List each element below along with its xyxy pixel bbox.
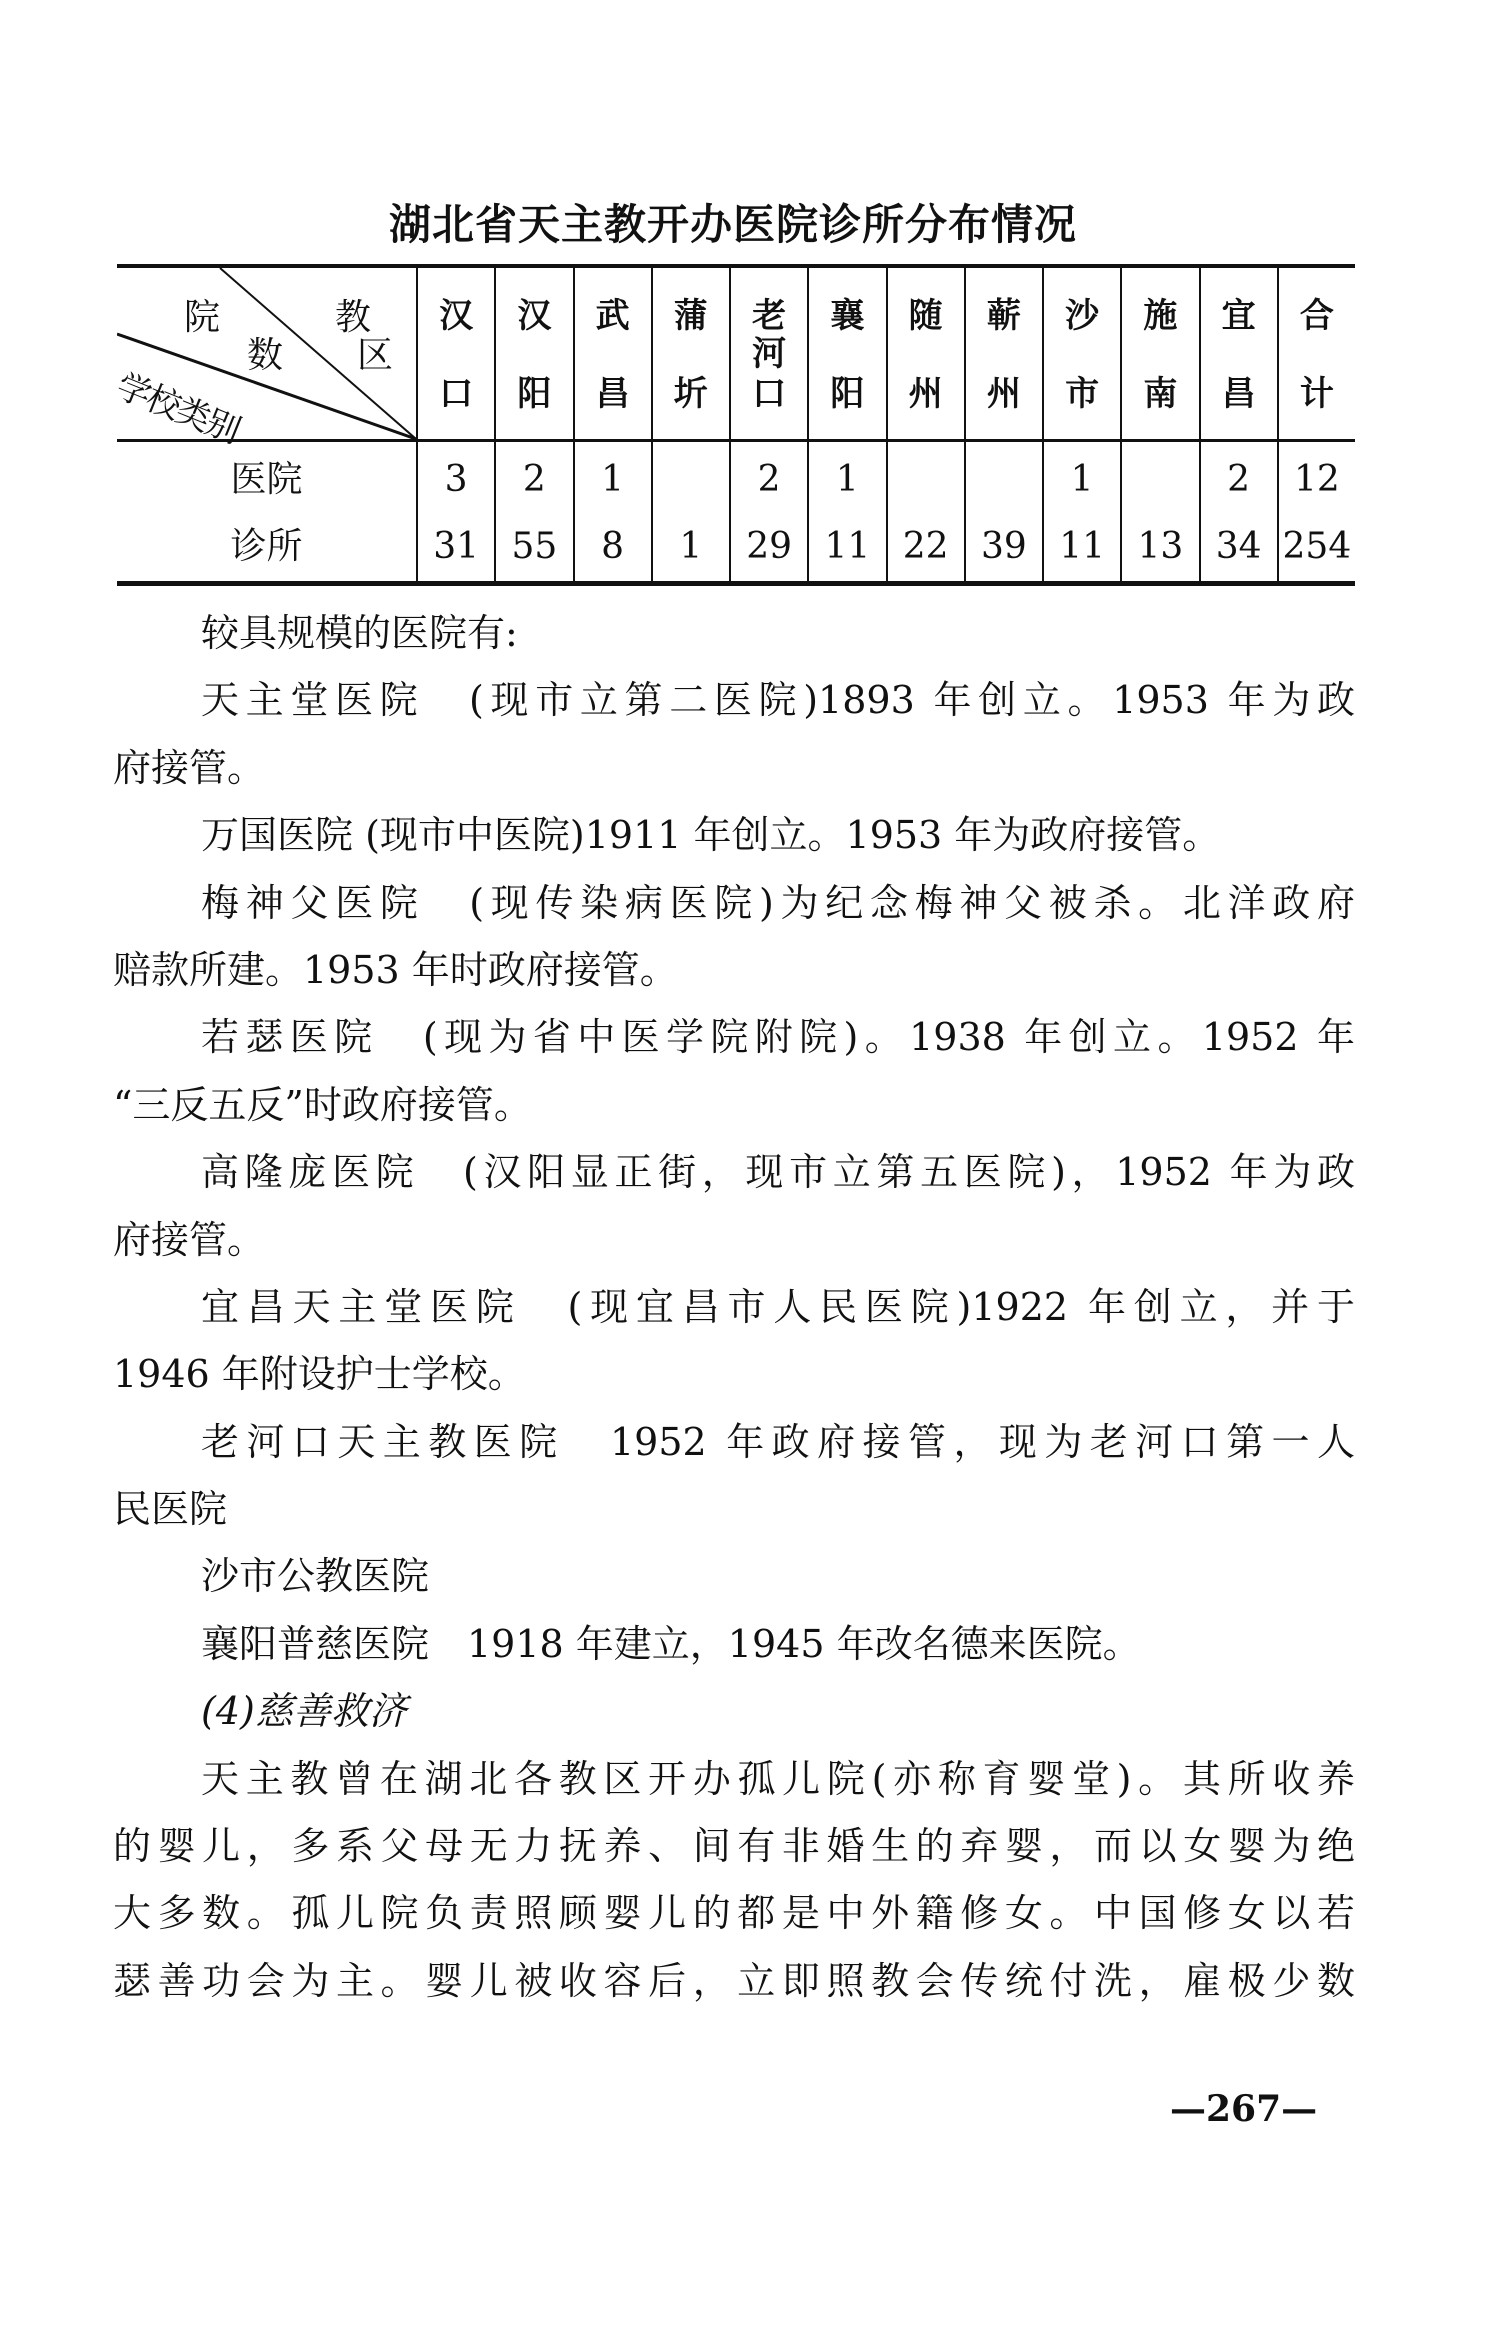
text-line: 天主堂医院 (现市立第二医院)1893 年创立。1953 年为政 [201,678,1355,723]
text-line: 襄阳普慈医院 1918 年建立，1945 年改名德来医院。 [201,1621,1141,1666]
column-header-char: 蒲 [673,296,708,336]
table-column [1277,268,1355,586]
section-heading: (4)慈善救济 [201,1689,407,1734]
table-cell: 11 [824,526,871,567]
column-header-char: 南 [1143,374,1178,414]
table-cell: 12 [1293,459,1340,500]
table-cell: 29 [746,526,793,567]
text-line: 赔款所建。1953 年时政府接管。 [113,947,678,992]
text-line: 1946 年附设护士学校。 [113,1352,526,1397]
table-column [1120,268,1198,586]
text-line: 宜昌天主堂医院 (现宜昌市人民医院)1922 年创立，并于 [201,1284,1355,1329]
text-line: 府接管。 [113,1217,266,1262]
table-column [807,268,885,586]
table-cell: 1 [679,526,703,567]
text-line: 较具规模的医院有: [201,611,518,655]
corner-label: 区 [357,335,394,376]
text-line: 的婴儿，多系父母无力抚养、间有非婚生的弃婴，而以女婴为绝 [113,1824,1355,1869]
text-line: 若瑟医院 (现为省中医学院附院)。1938 年创立。1952 年 [201,1015,1355,1060]
column-header-char: 汉 [439,296,474,336]
text-line: 府接管。 [113,745,266,790]
table-column [416,268,494,586]
column-header-char: 圻 [673,374,708,414]
column-header-char: 合 [1299,296,1334,336]
table-column [651,268,729,586]
column-header-char: 河 [752,334,787,374]
text-line: 老河口天主教医院 1952 年政府接管，现为老河口第一人 [201,1419,1355,1464]
column-header-char: 州 [986,374,1021,414]
row-label: 诊所 [230,526,303,567]
table-column [1199,268,1277,586]
text-line: 高隆庞医院 (汉阳显正街，现市立第五医院)，1952 年为政 [201,1150,1355,1195]
table-cell: 22 [902,526,949,567]
column-header-char: 计 [1299,374,1334,414]
column-header-char: 州 [908,374,943,414]
body-text [113,600,1355,2015]
corner-label: 教 [335,297,372,338]
corner-label: 院 [184,297,221,338]
table-column [573,268,651,586]
text-line: 梅神父医院 (现传染病医院)为纪念梅神父被杀。北洋政府 [201,880,1355,925]
column-header-char: 沙 [1065,296,1100,336]
text-line: “三反五反”时政府接管。 [113,1082,532,1127]
distribution-table [110,264,1355,586]
table-cell: 13 [1137,526,1184,567]
column-header-char: 口 [752,374,787,414]
column-header-char: 施 [1143,296,1178,336]
table-column [729,268,807,586]
column-header-char: 襄 [830,296,865,336]
corner-row-label: 学校类别 [110,366,245,452]
table-cell: 2 [757,459,781,500]
table-title: 湖北省天主教开办医院诊所分布情况 [388,200,1077,249]
column-header-char: 宜 [1221,296,1256,336]
table-cell: 11 [1059,526,1106,567]
table-column [964,268,1042,586]
table-cell: 1 [601,459,625,500]
text-line: 天主教曾在湖北各教区开办孤儿院(亦称育婴堂)。其所收养 [201,1756,1355,1801]
table-cell: 39 [980,526,1027,567]
table-cell: 1 [1070,459,1094,500]
column-header-char: 蕲 [986,296,1021,336]
column-header-char: 昌 [1221,374,1256,414]
text-line: 沙市公教医院 [201,1554,430,1599]
text-line: 万国医院 (现市中医院)1911 年创立。1953 年为政府接管。 [201,813,1221,858]
column-header-char: 昌 [595,374,630,414]
column-header-char: 随 [908,296,943,336]
table-cell: 3 [444,459,468,500]
page-number: —267— [1170,2088,1318,2130]
corner-label: 数 [247,335,284,376]
column-header-char: 阳 [830,374,865,414]
table-cell: 55 [511,526,558,567]
table-cell: 8 [601,526,625,567]
table-cell: 254 [1282,526,1352,567]
column-header-char: 武 [595,296,630,336]
table-cell: 31 [433,526,480,567]
text-line: 大多数。孤儿院负责照顾婴儿的都是中外籍修女。中国修女以若 [113,1891,1355,1936]
table-column [886,268,964,586]
table-cell: 2 [1227,459,1251,500]
row-label: 医院 [230,459,303,500]
column-header-char: 阳 [517,374,552,414]
text-line: 瑟善功会为主。婴儿被收容后，立即照教会传统付洗，雇极少数 [113,1958,1355,2003]
table-column [494,268,572,586]
column-header-char: 市 [1065,374,1100,414]
table-cell: 2 [522,459,546,500]
table-column [1042,268,1120,586]
table-cell: 34 [1215,526,1262,567]
column-header-char: 汉 [517,296,552,336]
table-cell: 1 [835,459,859,500]
corner-header-cell [110,268,416,452]
text-line: 民医院 [113,1487,228,1532]
column-header-char: 老 [752,296,787,336]
column-header-char: 口 [439,374,474,414]
